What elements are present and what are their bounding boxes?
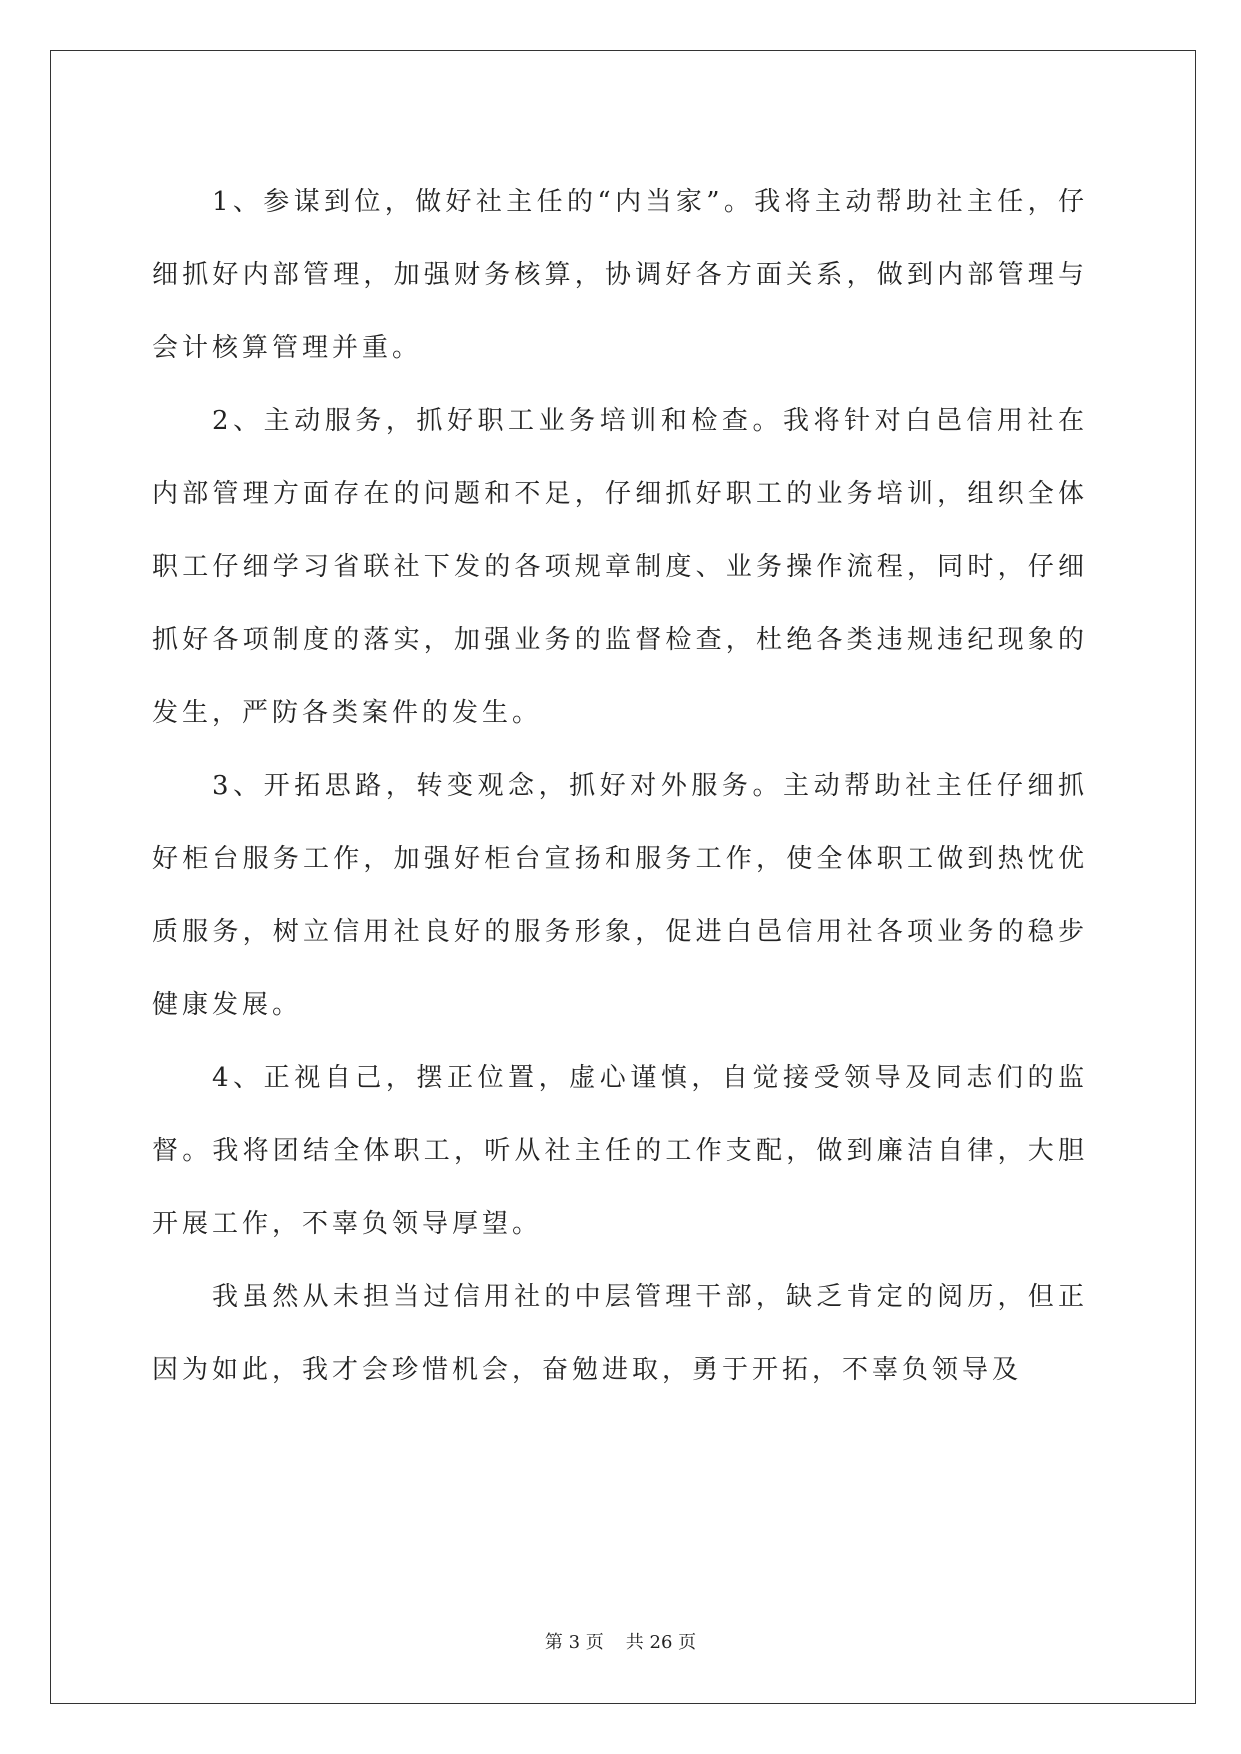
page-number: 第 3 页	[544, 1632, 604, 1653]
paragraph-3: 3、开拓思路，转变观念，抓好对外服务。主动帮助社主任仔细抓好柜台服务工作，加强好柜台宣扬和服务工作，使全体职工做到热忱优质服务，树立信用社良好的服务形象，促进白邑信用社各项业务的稳步健康发展。	[152, 771, 1088, 1020]
paragraph-1: 1、参谋到位，做好社主任的“内当家”。我将主动帮助社主任，仔细抓好内部管理，加强财务核算，协调好各方面关系，做到内部管理与会计核算管理并重。	[152, 187, 1088, 363]
paragraph-4: 4、正视自己，摆正位置，虚心谨慎，自觉接受领导及同志们的监督。我将团结全体职工，听从社主任的工作支配，做到廉洁自律，大胆开展工作，不辜负领导厚望。	[152, 1063, 1088, 1239]
page-total: 共 26 页	[625, 1632, 697, 1653]
paragraph-5: 我虽然从未担当过信用社的中层管理干部，缺乏肯定的阅历，但正因为如此，我才会珍惜机会，奋勉进取，勇于开拓，不辜负领导及	[152, 1282, 1088, 1385]
page-footer	[0, 1628, 1241, 1654]
document-body	[152, 166, 1088, 1407]
paragraph-2: 2、主动服务，抓好职工业务培训和检查。我将针对白邑信用社在内部管理方面存在的问题和不足，仔细抓好职工的业务培训，组织全体职工仔细学习省联社下发的各项规章制度、业务操作流程，同时，仔细抓好各项制度的落实，加强业务的监督检查，杜绝各类违规违纪现象的发生，严防各类案件的发生。	[152, 406, 1088, 728]
